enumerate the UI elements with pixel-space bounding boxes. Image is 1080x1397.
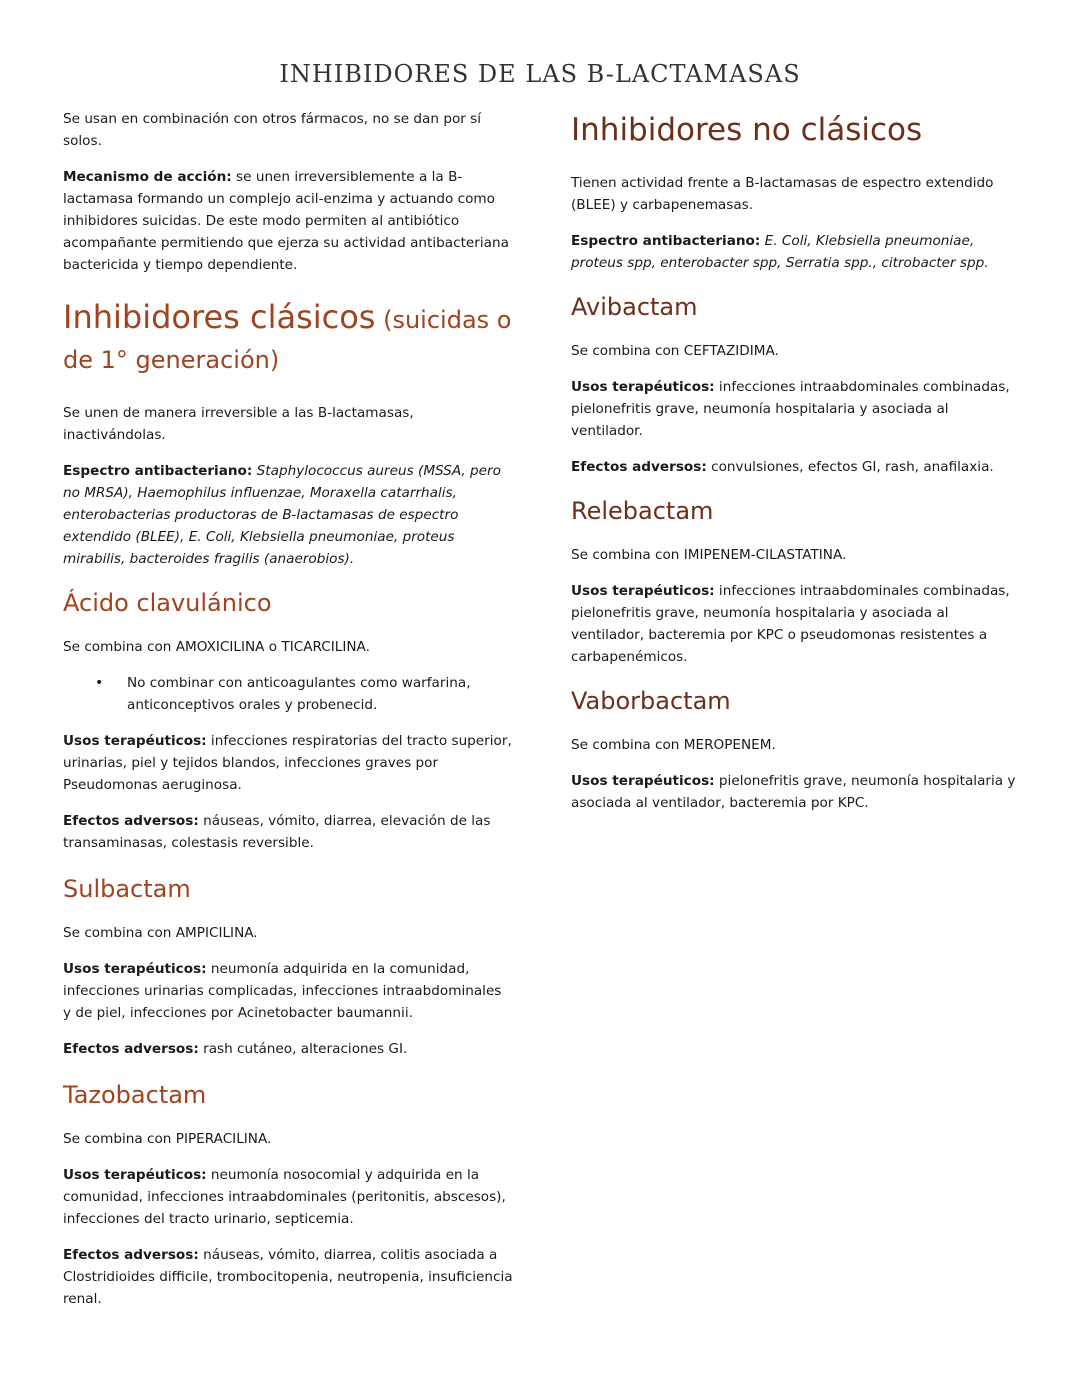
usos-label: Usos terapéuticos: — [571, 583, 715, 599]
efectos-label: Efectos adversos: — [63, 813, 199, 829]
usos-text: neumonía nosocomial y adquirida en la comunidad, infecciones intraabdominales (peritonitis, abscesos), infecciones del tracto urinario, septicemia. — [63, 1167, 506, 1227]
efectos-text: náuseas, vómito, diarrea, elevación de las transaminasas, colestasis reversible. — [63, 813, 491, 851]
no-clasicos-espectro — [571, 230, 1021, 274]
sulbactam-heading: Sulbactam — [63, 875, 191, 903]
clavulanico-heading: Ácido clavulánico — [63, 589, 272, 617]
usos-text: infecciones respiratorias del tracto superior, urinarias, piel y tejidos blandos, infecciones graves por Pseudomonas aeruginosa. — [63, 733, 512, 793]
right-column — [571, 108, 1021, 814]
vaborbactam-combina: Se combina con MEROPENEM. — [571, 737, 776, 753]
usos-text: pielonefritis grave, neumonía hospitalaria y asociada al ventilador, bacteremia por KPC. — [571, 773, 1016, 811]
sulbactam-combina: Se combina con AMPICILINA. — [63, 925, 258, 941]
espectro-text: Staphylococcus aureus (MSSA, pero no MRSA), Haemophilus influenzae, Moraxella catarrhalis, enterobacterias productoras de B-lactamasas de espectro extendido (BLEE), E. Coli, Klebsiella pneumoniae, proteus mirabilis, bacteroides fragilis (anaerobios). — [63, 463, 501, 567]
espectro-label: Espectro antibacteriano: — [63, 463, 253, 479]
relebactam-usos — [571, 580, 1021, 668]
clavulanico-combina: Se combina con AMOXICILINA o TICARCILINA. — [63, 639, 370, 655]
clavulanico-usos — [63, 730, 513, 796]
efectos-label: Efectos adversos: — [63, 1041, 199, 1057]
clasicos-heading-sub2: de 1° generación) — [63, 346, 280, 374]
usos-label: Usos terapéuticos: — [63, 961, 207, 977]
intro-text: Se usan en combinación con otros fármacos, no se dan por sí solos. — [63, 111, 482, 149]
avibactam-usos — [571, 376, 1021, 442]
tazobactam-usos — [63, 1164, 513, 1230]
efectos-label: Efectos adversos: — [63, 1247, 199, 1263]
usos-label: Usos terapéuticos: — [63, 1167, 207, 1183]
efectos-text: náuseas, vómito, diarrea, colitis asociada a Clostridioides difficile, trombocitopenia, neutropenia, insuficiencia renal. — [63, 1247, 513, 1307]
tazobactam-heading: Tazobactam — [63, 1081, 207, 1109]
relebactam-heading: Relebactam — [571, 497, 714, 525]
usos-text: infecciones intraabdominales combinadas, pielonefritis grave, neumonía hospitalaria y asociada al ventilador, bacteremia por KPC o pseudomonas resistentes a carbapenémicos. — [571, 583, 1010, 665]
relebactam-combina: Se combina con IMIPENEM-CILASTATINA. — [571, 547, 847, 563]
page-title: INHIBIDORES DE LAS B-LACTAMASAS — [279, 60, 801, 88]
clasicos-espectro — [63, 460, 513, 570]
vaborbactam-usos — [571, 770, 1021, 814]
efectos-text: convulsiones, efectos GI, rash, anafilaxia. — [706, 459, 994, 475]
efectos-text: rash cutáneo, alteraciones GI. — [198, 1041, 408, 1057]
no-clasicos-description: Tienen actividad frente a B-lactamasas de espectro extendido (BLEE) y carbapenemasas. — [571, 175, 994, 213]
left-column — [63, 108, 513, 1310]
efectos-label: Efectos adversos: — [571, 459, 707, 475]
usos-label: Usos terapéuticos: — [571, 773, 715, 789]
sulbactam-efectos — [63, 1038, 513, 1060]
espectro-text: E. Coli, Klebsiella pneumoniae, proteus spp, enterobacter spp, Serratia spp., citrobacter spp. — [571, 233, 989, 271]
tazobactam-efectos — [63, 1244, 513, 1310]
espectro-label: Espectro antibacteriano: — [571, 233, 761, 249]
avibactam-combina: Se combina con CEFTAZIDIMA. — [571, 343, 779, 359]
clavulanico-bullet: • No combinar con anticoagulantes como warfarina, anticonceptivos orales y probenecid. — [63, 672, 513, 716]
tazobactam-combina: Se combina con PIPERACILINA. — [63, 1131, 272, 1147]
usos-text: infecciones intraabdominales combinadas, pielonefritis grave, neumonía hospitalaria y asociada al ventilador. — [571, 379, 1010, 439]
no-clasicos-heading: Inhibidores no clásicos — [571, 112, 923, 148]
clasicos-description: Se unen de manera irreversible a las B-lactamasas, inactivándolas. — [63, 405, 414, 443]
mecanismo-paragraph — [63, 166, 513, 276]
clasicos-heading-sub1: (suicidas o — [375, 306, 512, 334]
mecanismo-text: se unen irreversiblemente a la B-lactamasa formando un complejo acil-enzima y actuando como inhibidores suicidas. De este modo permiten al antibiótico acompañante permitiendo que ejerza su actividad antibacteriana bactericida y tiempo dependiente. — [63, 169, 509, 273]
clasicos-heading-main: Inhibidores clásicos — [63, 298, 376, 336]
usos-text: neumonía adquirida en la comunidad, infecciones urinarias complicadas, infecciones intraabdominales y de piel, infecciones por Acinetobacter baumannii. — [63, 961, 502, 1021]
usos-label: Usos terapéuticos: — [571, 379, 715, 395]
avibactam-heading: Avibactam — [571, 293, 698, 321]
clasicos-heading — [63, 294, 513, 340]
clavulanico-efectos — [63, 810, 513, 854]
vaborbactam-heading: Vaborbactam — [571, 687, 731, 715]
mecanismo-label: Mecanismo de acción: — [63, 169, 232, 185]
avibactam-efectos — [571, 456, 1021, 478]
sulbactam-usos — [63, 958, 513, 1024]
usos-label: Usos terapéuticos: — [63, 733, 207, 749]
